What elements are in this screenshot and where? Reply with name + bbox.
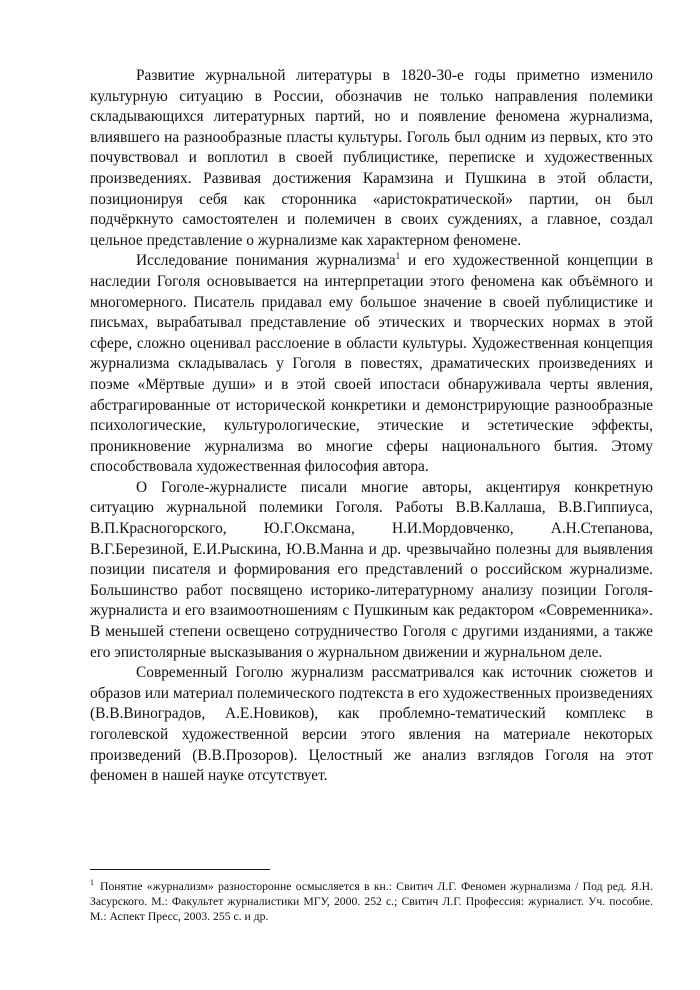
- footnote-text: Понятие «журнализм» разносторонне осмысляется в кн.: Свитич Л.Г. Феномен журнализма / Под ред. Я.Н. Засурского. М.: Факультет журналистики МГУ, 2000. 252 с.; Свитич Л.Г. Профессия: журналист. Уч. пособие. М.: Аспект Пресс, 2003. 255 с. и др.: [90, 880, 653, 924]
- footnote-mark: 1: [90, 878, 94, 888]
- paragraph-1: [90, 66, 653, 251]
- paragraph-2-text-after-note: и его художественной концепции в наследии Гоголя основывается на интерпретации этого феномена как объёмного и многомерного. Писатель придавал ему большое значение в своей публицистике и письмах, вырабатывал представление об этических и творческих нормах в этой сфере, сложно оценивал расслоение в области культуры. Художественная концепция журнализма складывалась у Гоголя в повестях, драматических произведениях и поэме «Мёртвые души» и в этой своей ипостаси обнаруживала черты явления, абстрагированные от исторической конкретики и демонстрирующие разнообразные психологические, культурологические, этические и эстетические эффекты, проникновение журнализма во многие сферы национального бытия. Этому способствовала художественная философия автора.: [90, 252, 653, 476]
- paragraph-2-text-before-note: Исследование понимания журнализма: [136, 252, 396, 270]
- footnote-separator: [90, 869, 270, 870]
- paragraph-4: [90, 663, 653, 787]
- paragraph-4-text: Современный Гоголю журнализм рассматривался как источник сюжетов и образов или материал полемического подтекста в его художественных произведениях (В.В.Виноградов, А.Е.Новиков), как проблемно-тематический комплекс в гоголевской художественной версии этого явления на материале некоторых произведений (В.В.Прозоров). Целостный же анализ взглядов Гоголя на этот феномен в нашей науке отсутствует.: [90, 664, 653, 785]
- paragraph-3: [90, 478, 653, 663]
- paragraph-2: [90, 251, 653, 478]
- footnote: [90, 879, 653, 925]
- paragraph-3-text: О Гоголе-журналисте писали многие авторы, акцентируя конкретную ситуацию журнальной полемики Гоголя. Работы В.В.Каллаша, В.В.Гиппиуса, В.П.Красногорского, Ю.Г.Оксмана, Н.И.Мордовченко, А.Н.Степанова, В.Г.Березиной, Е.И.Рыскина, Ю.В.Манна и др. чрезвычайно полезны для выявления позиции писателя и формирования его представлений о российском журнализме. Большинство работ посвящено историко-литературному анализу позиции Гоголя-журналиста и его взаимоотношениям с Пушкиным как редактором «Современника». В меньшей степени освещено сотрудничество Гоголя с другими изданиями, а также его эпистолярные высказывания о журнальном движении и журнальном деле.: [90, 478, 653, 661]
- paragraph-1-text: Развитие журнальной литературы в 1820-30-е годы приметно изменило культурную ситуацию в России, обозначив не только направления полемики складывающихся литературных партий, но и появление феномена журнализма, влиявшего на разнообразные пласты культуры. Гоголь был одним из первых, кто это почувствовал и воплотил в своей публицистике, переписке и художественных произведениях. Развивая достижения Карамзина и Пушкина в этой области, позиционируя себя как сторонника «аристократической» партии, он был подчёркнуто самостоятелен и полемичен в своих суждениях, а главное, создал цельное представление о журнализме как характерном феномене.: [90, 67, 653, 249]
- footnote-reference[interactable]: 1: [395, 251, 401, 262]
- main-text: [90, 66, 653, 787]
